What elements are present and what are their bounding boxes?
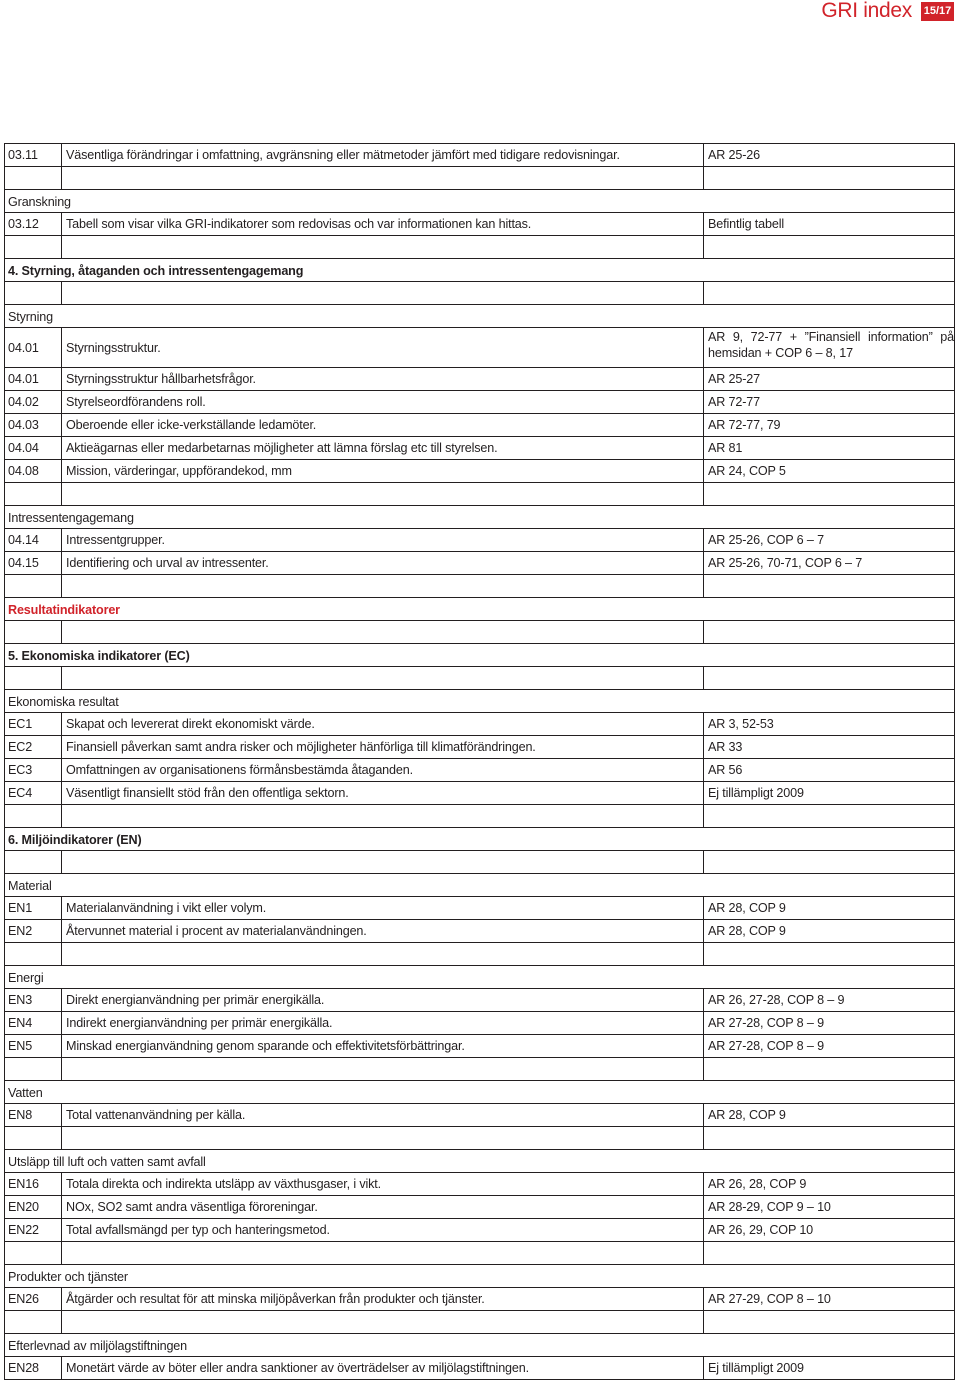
empty-cell	[5, 621, 61, 643]
spacer-row	[4, 575, 955, 598]
indicator-code: EN1	[8, 901, 33, 915]
empty-cell	[61, 1242, 703, 1264]
indicator-reference: AR 27-28, COP 8 – 9	[703, 1035, 954, 1057]
table-row	[4, 1219, 955, 1242]
indicator-reference: AR 72-77	[703, 391, 954, 413]
indicator-reference: AR 33	[703, 736, 954, 758]
empty-cell	[703, 1242, 954, 1264]
indicator-description: Monetärt värde av böter eller andra sanktioner av överträdelser av miljölagstiftningen.	[61, 1357, 703, 1379]
indicator-code: 03.11	[8, 148, 38, 162]
indicator-description: Väsentligt finansiellt stöd från den offentliga sektorn.	[61, 782, 703, 804]
indicator-code: EN16	[8, 1177, 39, 1191]
empty-cell	[61, 943, 703, 965]
empty-cell	[703, 667, 954, 689]
indicator-code: EC3	[8, 763, 33, 777]
empty-cell	[703, 1058, 954, 1080]
indicator-reference: AR 72-77, 79	[703, 414, 954, 436]
empty-cell	[61, 1058, 703, 1080]
empty-cell	[5, 236, 61, 258]
indicator-description: Väsentliga förändringar i omfattning, avgränsning eller mätmetoder jämfört med tidigare redovisningar.	[61, 144, 703, 166]
empty-cell	[703, 851, 954, 873]
indicator-description: Materialanvändning i vikt eller volym.	[61, 897, 703, 919]
empty-cell	[61, 667, 703, 689]
empty-cell	[5, 1311, 61, 1333]
indicator-code: 03.12	[8, 217, 39, 231]
table-row	[4, 552, 955, 575]
indicator-description: Total avfallsmängd per typ och hanteringsmetod.	[61, 1219, 703, 1241]
indicator-reference: AR 26, 27-28, COP 8 – 9	[703, 989, 954, 1011]
indicator-description: Åtgärder och resultat för att minska miljöpåverkan från produkter och tjänster.	[61, 1288, 703, 1310]
indicator-code: 04.01	[8, 372, 39, 386]
indicator-reference: AR 26, 29, COP 10	[703, 1219, 954, 1241]
empty-cell	[703, 943, 954, 965]
empty-cell	[61, 236, 703, 258]
indicator-reference: AR 27-29, COP 8 – 10	[703, 1288, 954, 1310]
table-row	[4, 368, 955, 391]
table-row	[4, 713, 955, 736]
spacer-row	[4, 483, 955, 506]
indicator-code: 04.08	[8, 464, 39, 478]
indicator-reference: AR 25-27	[703, 368, 954, 390]
table-row	[4, 144, 955, 167]
indicator-reference: AR 28, COP 9	[703, 897, 954, 919]
table-row	[4, 782, 955, 805]
indicator-code: EN8	[8, 1108, 33, 1122]
indicator-reference: AR 9, 72-77 + ”Finansiell information” på hemsidan + COP 6 – 8, 17	[703, 328, 954, 367]
empty-cell	[703, 167, 954, 189]
page-title: GRI index	[821, 0, 912, 22]
indicator-reference: AR 25-26	[703, 144, 954, 166]
spacer-row	[4, 805, 955, 828]
table-row	[4, 1104, 955, 1127]
indicator-description: Skapat och levererat direkt ekonomiskt värde.	[61, 713, 703, 735]
indicator-description: Omfattningen av organisationens förmånsbestämda åtaganden.	[61, 759, 703, 781]
empty-cell	[5, 1058, 61, 1080]
empty-cell	[61, 483, 703, 505]
table-row	[4, 391, 955, 414]
indicator-code: EN26	[8, 1292, 39, 1306]
subsection-heading: Styrning	[4, 305, 955, 328]
indicator-description: Oberoende eller icke-verkställande ledamöter.	[61, 414, 703, 436]
indicator-code: EC2	[8, 740, 33, 754]
empty-cell	[703, 805, 954, 827]
indicator-reference: AR 26, 28, COP 9	[703, 1173, 954, 1195]
empty-cell	[703, 575, 954, 597]
subsection-heading: Efterlevnad av miljölagstiftningen	[4, 1334, 955, 1357]
table-row	[4, 989, 955, 1012]
empty-cell	[5, 483, 61, 505]
indicator-code: EN2	[8, 924, 33, 938]
indicator-code: EN4	[8, 1016, 33, 1030]
subsection-heading: Utsläpp till luft och vatten samt avfall	[4, 1150, 955, 1173]
empty-cell	[5, 1242, 61, 1264]
empty-cell	[5, 805, 61, 827]
spacer-row	[4, 282, 955, 305]
empty-cell	[61, 167, 703, 189]
indicator-description: Total vattenanvändning per källa.	[61, 1104, 703, 1126]
section-heading: 4. Styrning, åtaganden och intressentengagemang	[4, 259, 955, 282]
empty-cell	[703, 1127, 954, 1149]
subsection-heading: Vatten	[4, 1081, 955, 1104]
indicator-code: EC1	[8, 717, 33, 731]
indicator-description: Styrningsstruktur hållbarhetsfrågor.	[61, 368, 703, 390]
indicator-description: Finansiell påverkan samt andra risker och möjligheter hänförliga till klimatförändringen.	[61, 736, 703, 758]
table-row	[4, 460, 955, 483]
empty-cell	[703, 483, 954, 505]
indicator-code: 04.15	[8, 556, 39, 570]
indicator-description: Mission, värderingar, uppförandekod, mm	[61, 460, 703, 482]
empty-cell	[703, 1311, 954, 1333]
spacer-row	[4, 943, 955, 966]
indicator-reference: AR 28, COP 9	[703, 920, 954, 942]
indicator-code: 04.04	[8, 441, 39, 455]
table-row	[4, 1288, 955, 1311]
subsection-heading: Material	[4, 874, 955, 897]
empty-cell	[5, 943, 61, 965]
empty-cell	[61, 575, 703, 597]
indicator-reference: AR 81	[703, 437, 954, 459]
section-heading: 6. Miljöindikatorer (EN)	[4, 828, 955, 851]
indicator-reference: AR 28-29, COP 9 – 10	[703, 1196, 954, 1218]
empty-cell	[5, 1127, 61, 1149]
indicator-reference: AR 24, COP 5	[703, 460, 954, 482]
empty-cell	[61, 621, 703, 643]
gri-index-table	[4, 143, 955, 1380]
empty-cell	[5, 282, 61, 304]
table-row	[4, 1012, 955, 1035]
indicator-description: Direkt energianvändning per primär energikälla.	[61, 989, 703, 1011]
indicator-reference: Befintlig tabell	[703, 213, 954, 235]
empty-cell	[61, 1311, 703, 1333]
table-row	[4, 414, 955, 437]
indicator-code: 04.03	[8, 418, 39, 432]
empty-cell	[61, 805, 703, 827]
spacer-row	[4, 851, 955, 874]
spacer-row	[4, 667, 955, 690]
indicator-description: Indirekt energianvändning per primär energikälla.	[61, 1012, 703, 1034]
indicator-reference: AR 28, COP 9	[703, 1104, 954, 1126]
indicator-description: Totala direkta och indirekta utsläpp av växthusgaser, i vikt.	[61, 1173, 703, 1195]
indicator-description: Tabell som visar vilka GRI-indikatorer som redovisas och var informationen kan hittas.	[61, 213, 703, 235]
empty-cell	[5, 167, 61, 189]
indicator-code: EN20	[8, 1200, 39, 1214]
empty-cell	[61, 851, 703, 873]
indicator-code: EN22	[8, 1223, 39, 1237]
indicator-code: EN3	[8, 993, 33, 1007]
indicator-reference: AR 56	[703, 759, 954, 781]
section-heading: 5. Ekonomiska indikatorer (EC)	[4, 644, 955, 667]
subsection-heading: Produkter och tjänster	[4, 1265, 955, 1288]
indicator-code: 04.02	[8, 395, 39, 409]
indicator-code: 04.14	[8, 533, 39, 547]
table-row	[4, 920, 955, 943]
indicator-description: Identifiering och urval av intressenter.	[61, 552, 703, 574]
spacer-row	[4, 1127, 955, 1150]
spacer-row	[4, 1311, 955, 1334]
table-row	[4, 1173, 955, 1196]
indicator-code: EC4	[8, 786, 33, 800]
spacer-row	[4, 236, 955, 259]
indicator-code: 04.01	[8, 340, 39, 355]
spacer-row	[4, 1058, 955, 1081]
table-row	[4, 1357, 955, 1380]
indicator-reference: AR 27-28, COP 8 – 9	[703, 1012, 954, 1034]
subsection-heading: Granskning	[4, 190, 955, 213]
empty-cell	[5, 851, 61, 873]
indicator-code: EN5	[8, 1039, 33, 1053]
indicator-description: Återvunnet material i procent av materialanvändningen.	[61, 920, 703, 942]
spacer-row	[4, 167, 955, 190]
indicator-reference: Ej tillämpligt 2009	[703, 1357, 954, 1379]
indicator-reference: AR 25-26, 70-71, COP 6 – 7	[703, 552, 954, 574]
table-row	[4, 1196, 955, 1219]
subsection-heading: Intressentengagemang	[4, 506, 955, 529]
indicator-reference: Ej tillämpligt 2009	[703, 782, 954, 804]
table-row	[4, 759, 955, 782]
table-row	[4, 328, 955, 368]
spacer-row	[4, 1242, 955, 1265]
empty-cell	[61, 1127, 703, 1149]
table-row	[4, 897, 955, 920]
table-row	[4, 437, 955, 460]
page-header	[0, 0, 960, 26]
indicator-description: Aktieägarnas eller medarbetarnas möjligheter att lämna förslag etc till styrelsen.	[61, 437, 703, 459]
empty-cell	[5, 575, 61, 597]
table-row	[4, 213, 955, 236]
section-heading-red: Resultatindikatorer	[4, 598, 955, 621]
subsection-heading: Ekonomiska resultat	[4, 690, 955, 713]
indicator-description: Minskad energianvändning genom sparande och effektivitetsförbättringar.	[61, 1035, 703, 1057]
indicator-description: Styrelseordförandens roll.	[61, 391, 703, 413]
table-row	[4, 736, 955, 759]
indicator-description: NOx, SO2 samt andra väsentliga föroreningar.	[61, 1196, 703, 1218]
indicator-description: Styrningsstruktur.	[61, 328, 703, 367]
empty-cell	[703, 621, 954, 643]
page-number-badge: 15/17	[921, 2, 954, 21]
empty-cell	[61, 282, 703, 304]
indicator-description: Intressentgrupper.	[61, 529, 703, 551]
empty-cell	[703, 236, 954, 258]
indicator-reference: AR 25-26, COP 6 – 7	[703, 529, 954, 551]
empty-cell	[5, 667, 61, 689]
table-row	[4, 529, 955, 552]
empty-cell	[703, 282, 954, 304]
spacer-row	[4, 621, 955, 644]
table-row	[4, 1035, 955, 1058]
indicator-reference: AR 3, 52-53	[703, 713, 954, 735]
subsection-heading: Energi	[4, 966, 955, 989]
indicator-code: EN28	[8, 1361, 39, 1375]
